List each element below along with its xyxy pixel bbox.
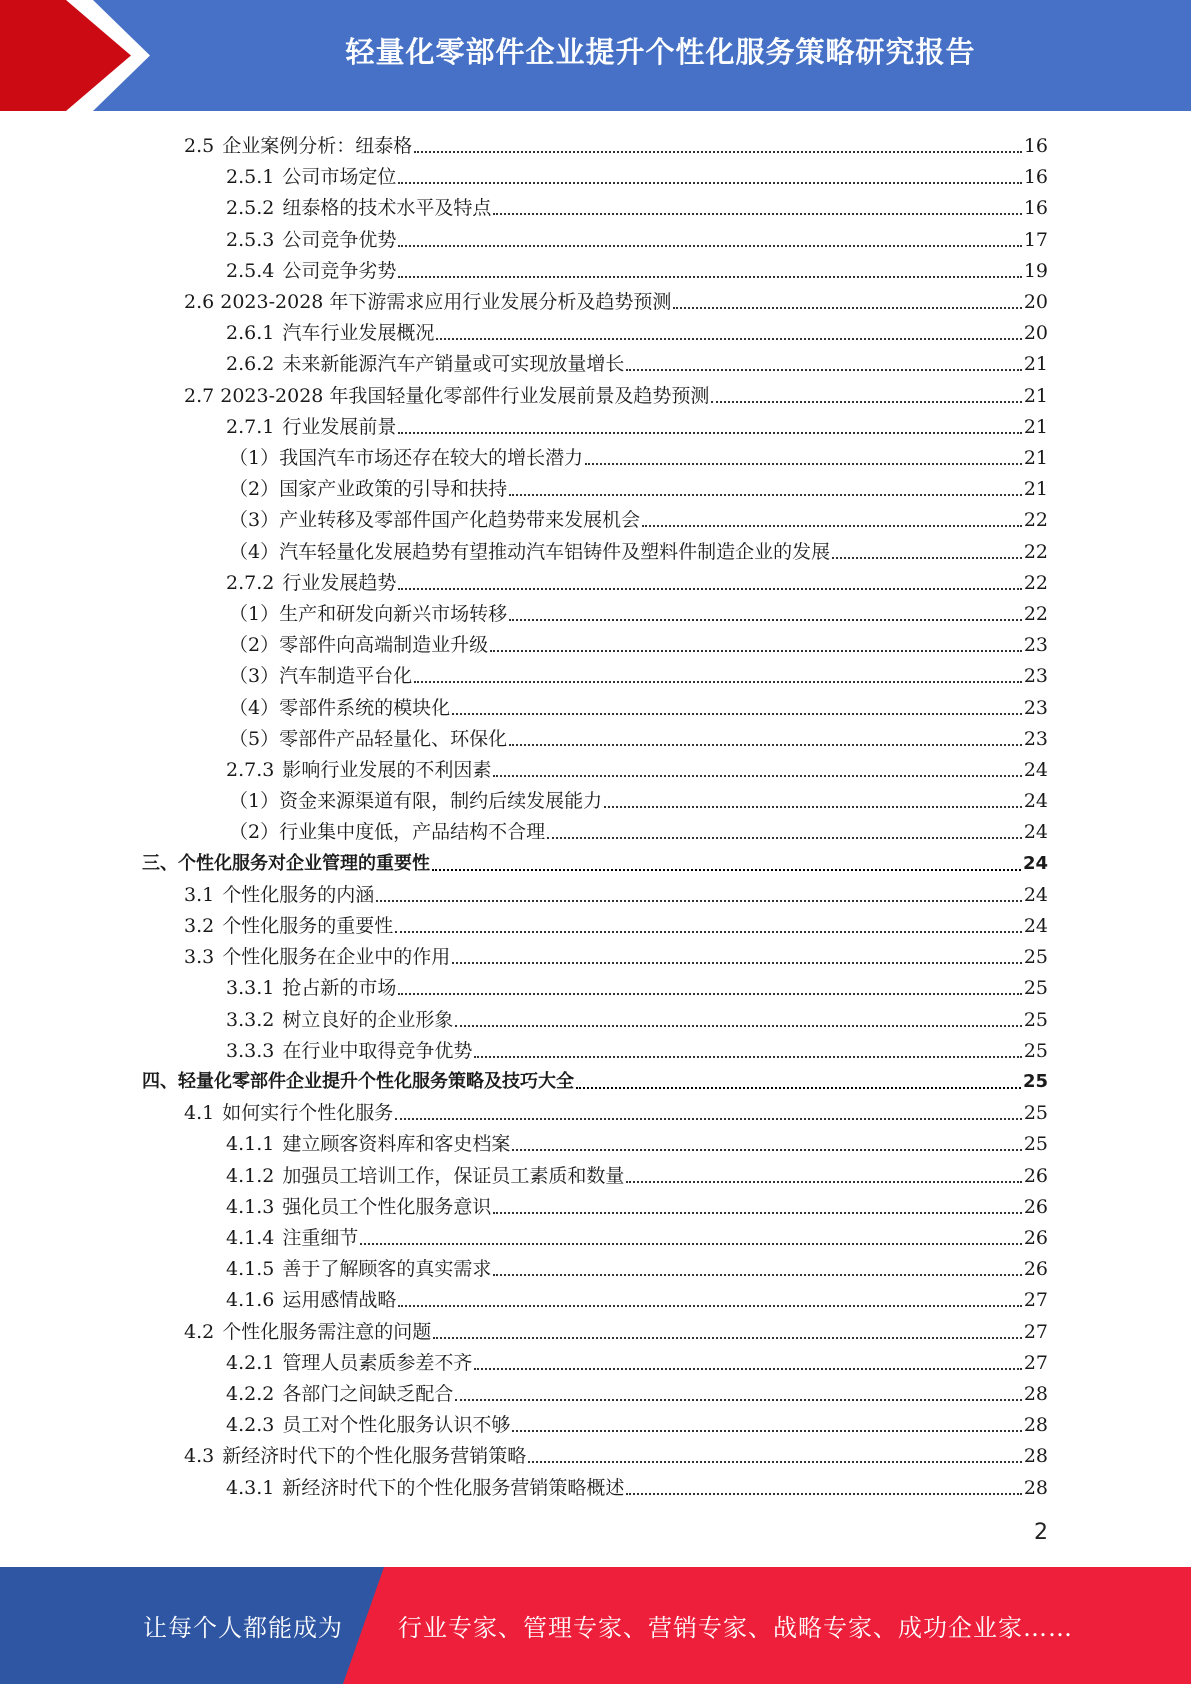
- toc-entry[interactable]: [229, 533, 1048, 564]
- toc-entry-page: 22: [1023, 571, 1048, 594]
- toc-entry-number: 2.6.1: [226, 322, 275, 345]
- toc-entry[interactable]: [226, 345, 1048, 376]
- toc-entry-title: 加强员工培训工作，保证员工素质和数量: [282, 1164, 625, 1187]
- toc-entry[interactable]: [226, 1344, 1048, 1375]
- toc-dot-leader: [414, 681, 1022, 683]
- toc-entry[interactable]: [142, 845, 1048, 876]
- toc-entry[interactable]: [226, 1250, 1048, 1281]
- toc-entry-title: 汽车行业发展概况: [282, 322, 435, 345]
- toc-entry-title: 在行业中取得竞争优势: [282, 1039, 473, 1062]
- toc-entry-title: （4）零部件系统的模块化: [229, 696, 451, 719]
- toc-entry-page: 17: [1023, 228, 1048, 251]
- toc-entry[interactable]: [226, 1469, 1048, 1500]
- toc-entry-number: 4.2: [184, 1320, 215, 1343]
- toc-entry[interactable]: [226, 1281, 1048, 1312]
- toc-entry[interactable]: [226, 314, 1048, 345]
- toc-dot-leader: [493, 775, 1021, 777]
- toc-dot-leader: [626, 369, 1021, 371]
- toc-dot-leader: [398, 993, 1021, 995]
- toc-entry[interactable]: [226, 1188, 1048, 1219]
- toc-dot-leader: [398, 276, 1021, 278]
- toc-entry[interactable]: [226, 221, 1048, 252]
- toc-entry[interactable]: [184, 876, 1048, 907]
- toc-dot-leader: [398, 182, 1021, 184]
- toc-entry-title: 各部门之间缺乏配合: [282, 1383, 454, 1405]
- toc-entry-number: 4.1.5: [226, 1258, 275, 1281]
- toc-entry-page: 24: [1023, 883, 1048, 906]
- toc-entry-page: 25: [1022, 1071, 1048, 1092]
- toc-entry[interactable]: [184, 1313, 1048, 1344]
- toc-entry-page: 27: [1023, 1351, 1048, 1374]
- toc-entry[interactable]: [184, 1437, 1048, 1468]
- toc-dot-leader: [493, 1274, 1021, 1276]
- toc-entry-number: 4.1.3: [226, 1195, 275, 1218]
- toc-entry-page: 21: [1023, 447, 1048, 469]
- toc-entry-page: 20: [1023, 291, 1048, 313]
- toc-dot-leader: [474, 1056, 1021, 1058]
- toc-entry-page: 22: [1023, 509, 1048, 532]
- toc-entry-number: 4.1: [184, 1102, 215, 1125]
- toc-entry-page: 26: [1023, 1164, 1048, 1187]
- toc-dot-leader: [398, 245, 1021, 247]
- toc-entry-title: 新经济时代下的个性化服务营销策略概述: [282, 1476, 625, 1499]
- toc-dot-leader: [585, 463, 1022, 465]
- toc-dot-leader: [452, 713, 1022, 715]
- toc-entry[interactable]: [226, 751, 1048, 782]
- toc-entry[interactable]: [229, 470, 1048, 501]
- toc-dot-leader: [360, 1243, 1021, 1245]
- toc-entry[interactable]: [184, 938, 1048, 969]
- toc-entry[interactable]: [229, 720, 1048, 751]
- toc-entry-title: 个性化服务在企业中的作用: [222, 946, 451, 969]
- toc-entry-title: （2）国家产业政策的引导和扶持: [229, 478, 508, 501]
- header-banner: [0, 0, 1191, 111]
- toc-dot-leader: [509, 744, 1022, 746]
- toc-entry-number: 4.1.2: [226, 1164, 275, 1187]
- toc-entry-title: 新经济时代下的个性化服务营销策略: [222, 1445, 527, 1468]
- toc-dot-leader: [376, 900, 1022, 902]
- toc-entry-number: 2.5.1: [226, 166, 275, 189]
- toc-dot-leader: [398, 1305, 1021, 1307]
- toc-entry[interactable]: [229, 657, 1048, 688]
- toc-entry[interactable]: [226, 189, 1048, 220]
- toc-dot-leader: [576, 1087, 1021, 1089]
- toc-dot-leader: [455, 1399, 1021, 1401]
- toc-entry-page: 25: [1023, 1039, 1048, 1062]
- footer-banner: [0, 1567, 1191, 1684]
- toc-dot-leader: [433, 1337, 1022, 1339]
- toc-entry-title: （2）行业集中度低，产品结构不合理: [229, 821, 546, 844]
- toc-entry-number: 2.5.2: [226, 197, 275, 220]
- toc-dot-leader: [626, 1181, 1021, 1183]
- toc-entry-number: 4.3: [184, 1445, 215, 1468]
- toc-entry-title: （1）我国汽车市场还存在较大的增长潜力: [229, 447, 584, 469]
- toc-entry-title: 管理人员素质参差不齐: [282, 1351, 473, 1374]
- toc-entry[interactable]: [184, 1094, 1048, 1125]
- toc-entry-page: 26: [1023, 1258, 1048, 1281]
- toc-entry-number: 2.5.3: [226, 228, 275, 251]
- toc-entry-page: 20: [1023, 322, 1048, 345]
- toc-entry[interactable]: [184, 127, 1048, 158]
- toc-entry-page: 26: [1023, 1227, 1048, 1249]
- toc-entry-number: 4.2.3: [226, 1414, 275, 1437]
- toc-dot-leader: [604, 806, 1022, 808]
- toc-entry-page: 16: [1023, 135, 1048, 157]
- toc-entry-page: 21: [1023, 415, 1048, 438]
- toc-entry-page: 28: [1023, 1414, 1048, 1437]
- toc-entry-title: 树立良好的企业形象: [282, 1008, 454, 1031]
- toc-entry[interactable]: [229, 689, 1048, 720]
- toc-entry-number: 4.1.1: [226, 1133, 275, 1156]
- toc-dot-leader: [512, 1430, 1021, 1432]
- toc-entry-title: （1）资金来源渠道有限，制约后续发展能力: [229, 790, 603, 813]
- toc-entry[interactable]: [184, 283, 1048, 314]
- toc-entry-title: 行业发展前景: [282, 415, 397, 438]
- toc-entry[interactable]: [226, 1032, 1048, 1063]
- toc-entry-number: 4.2.2: [226, 1383, 275, 1405]
- toc-entry-title: 纽泰格的技术水平及特点: [282, 197, 492, 220]
- toc-entry-title: 员工对个性化服务认识不够: [282, 1414, 511, 1437]
- toc-entry[interactable]: [229, 782, 1048, 813]
- toc-entry-title: 善于了解顾客的真实需求: [282, 1258, 492, 1281]
- toc-entry-page: 23: [1023, 665, 1048, 688]
- toc-entry[interactable]: [226, 252, 1048, 283]
- toc-entry-title: （1）生产和研发向新兴市场转移: [229, 603, 508, 625]
- page-number: 2: [1034, 1520, 1048, 1545]
- toc-entry-number: 2.5: [184, 135, 215, 157]
- toc-entry-page: 21: [1023, 353, 1048, 376]
- toc-entry-title: 四、轻量化零部件企业提升个性化服务策略及技巧大全: [142, 1071, 574, 1092]
- toc-entry-title: 公司竞争优势: [282, 228, 397, 251]
- toc-entry-title: 强化员工个性化服务意识: [282, 1195, 492, 1218]
- toc-entry-number: 4.1.4: [226, 1227, 275, 1249]
- toc-entry-number: 3.3: [184, 946, 215, 969]
- toc-entry-page: 22: [1023, 603, 1048, 625]
- toc-entry[interactable]: [226, 969, 1048, 1000]
- toc-entry-title: 如何实行个性化服务: [222, 1102, 394, 1125]
- toc-entry-page: 23: [1023, 727, 1048, 750]
- toc-entry-title: （5）零部件产品轻量化、环保化: [229, 727, 508, 750]
- toc-dot-leader: [528, 1461, 1022, 1463]
- toc-entry-title: （3）汽车制造平台化: [229, 665, 413, 688]
- toc-entry-number: 2.7.2: [226, 571, 275, 594]
- toc-entry[interactable]: [226, 564, 1048, 595]
- toc-dot-leader: [673, 307, 1021, 309]
- toc-entry-number: 4.2.1: [226, 1351, 275, 1374]
- toc-dot-leader: [493, 1212, 1021, 1214]
- toc-entry-title: 2.7 2023-2028 年我国轻量化零部件行业发展前景及趋势预测: [184, 384, 710, 407]
- toc-entry[interactable]: [229, 439, 1048, 470]
- toc-entry-page: 21: [1023, 478, 1048, 501]
- toc-entry[interactable]: [226, 1406, 1048, 1437]
- toc-entry-title: 个性化服务的重要性: [222, 915, 394, 937]
- toc-entry-number: 4.1.6: [226, 1289, 275, 1312]
- toc-entry[interactable]: [142, 1063, 1048, 1094]
- toc-entry-page: 22: [1023, 540, 1048, 563]
- toc-entry-title: 建立顾客资料库和客史档案: [282, 1133, 511, 1156]
- toc-entry-number: 2.6.2: [226, 353, 275, 376]
- toc-dot-leader: [832, 557, 1022, 559]
- toc-entry-title: 2.6 2023-2028 年下游需求应用行业发展分析及趋势预测: [184, 291, 672, 313]
- toc-entry-number: 3.3.2: [226, 1008, 275, 1031]
- toc-entry-page: 25: [1023, 946, 1048, 969]
- toc-entry-page: 23: [1023, 634, 1048, 657]
- toc-entry-title: 抢占新的市场: [282, 977, 397, 1000]
- toc-dot-leader: [436, 338, 1021, 340]
- toc-entry[interactable]: [226, 1157, 1048, 1188]
- toc-entry[interactable]: [226, 1375, 1048, 1406]
- toc-entry-number: 2.5.4: [226, 259, 275, 282]
- toc-entry-page: 28: [1023, 1383, 1048, 1405]
- toc-dot-leader: [490, 650, 1022, 652]
- toc-dot-leader: [395, 1118, 1022, 1120]
- toc-dot-leader: [432, 869, 1021, 871]
- toc-entry-number: 2.7.3: [226, 759, 275, 781]
- toc-entry-page: 16: [1023, 197, 1048, 220]
- toc-entry[interactable]: [229, 813, 1048, 844]
- toc-entry-page: 19: [1023, 259, 1048, 282]
- toc-entry-title: （4）汽车轻量化发展趋势有望推动汽车铝铸件及塑料件制造企业的发展: [229, 540, 831, 563]
- toc-entry-page: 21: [1023, 384, 1048, 407]
- toc-entry-title: （2）零部件向高端制造业升级: [229, 634, 489, 657]
- footer-slogan-left: 让每个人都能成为: [143, 1614, 343, 1642]
- toc-dot-leader: [414, 151, 1022, 153]
- toc-entry-page: 25: [1023, 1102, 1048, 1125]
- toc-entry[interactable]: [229, 595, 1048, 626]
- toc-entry-title: 注重细节: [282, 1227, 359, 1249]
- toc-dot-leader: [395, 931, 1022, 933]
- toc-entry-number: 3.2: [184, 915, 215, 937]
- toc-entry-number: 4.3.1: [226, 1476, 275, 1499]
- toc-entry-title: 个性化服务的内涵: [222, 883, 375, 906]
- toc-dot-leader: [455, 1025, 1021, 1027]
- toc-dot-leader: [509, 619, 1022, 621]
- toc-entry-page: 24: [1023, 790, 1048, 813]
- toc-dot-leader: [398, 588, 1021, 590]
- toc-dot-leader: [493, 213, 1021, 215]
- toc-entry-page: 25: [1023, 977, 1048, 1000]
- toc-dot-leader: [509, 494, 1022, 496]
- toc-dot-leader: [452, 962, 1022, 964]
- toc-entry[interactable]: [229, 501, 1048, 532]
- toc-entry-title: 个性化服务需注意的问题: [222, 1320, 432, 1343]
- toc-entry-number: 3.3.1: [226, 977, 275, 1000]
- toc-entry-page: 27: [1023, 1289, 1048, 1312]
- header-red-arrow-decoration: [0, 0, 150, 111]
- toc-dot-leader: [626, 1493, 1021, 1495]
- toc-dot-leader: [642, 525, 1022, 527]
- toc-entry[interactable]: [226, 408, 1048, 439]
- toc-entry-title: 行业发展趋势: [282, 571, 397, 594]
- toc-dot-leader: [711, 401, 1021, 403]
- toc-entry-page: 28: [1023, 1445, 1048, 1468]
- toc-entry-number: 2.7.1: [226, 415, 275, 438]
- toc-entry-page: 24: [1022, 852, 1048, 874]
- toc-entry-number: 3.1: [184, 883, 215, 906]
- toc-entry[interactable]: [226, 1001, 1048, 1032]
- toc-entry-page: 25: [1023, 1008, 1048, 1031]
- toc-entry[interactable]: [184, 377, 1048, 408]
- toc-dot-leader: [512, 1149, 1021, 1151]
- toc-entry-number: 3.3.3: [226, 1039, 275, 1062]
- toc-entry-title: 企业案例分析：纽泰格: [222, 135, 413, 157]
- report-title: 轻量化零部件企业提升个性化服务策略研究报告: [345, 34, 976, 69]
- toc-entry-title: 影响行业发展的不利因素: [282, 759, 492, 781]
- toc-entry-title: 公司竞争劣势: [282, 259, 397, 282]
- toc-entry[interactable]: [226, 1219, 1048, 1250]
- toc-entry-page: 16: [1023, 166, 1048, 189]
- toc-entry-title: 三、个性化服务对企业管理的重要性: [142, 852, 430, 874]
- toc-entry-title: 运用感情战略: [282, 1289, 397, 1312]
- toc-entry-title: （3）产业转移及零部件国产化趋势带来发展机会: [229, 509, 641, 532]
- toc-dot-leader: [398, 432, 1021, 434]
- toc-entry-page: 27: [1023, 1320, 1048, 1343]
- toc-entry[interactable]: [184, 907, 1048, 938]
- toc-entry-page: 26: [1023, 1195, 1048, 1218]
- toc-entry-page: 28: [1023, 1476, 1048, 1499]
- toc-entry-title: 公司市场定位: [282, 166, 397, 189]
- toc-entry[interactable]: [226, 1125, 1048, 1156]
- toc-entry-page: 23: [1023, 696, 1048, 719]
- toc-entry-title: 未来新能源汽车产销量或可实现放量增长: [282, 353, 625, 376]
- toc-entry-page: 24: [1023, 915, 1048, 937]
- toc-entry-page: 25: [1023, 1133, 1048, 1156]
- toc-entry[interactable]: [226, 158, 1048, 189]
- toc-entry-page: 24: [1023, 821, 1048, 844]
- toc-entry[interactable]: [229, 626, 1048, 657]
- toc-dot-leader: [547, 837, 1022, 839]
- toc-entry-page: 24: [1023, 759, 1048, 781]
- toc-dot-leader: [474, 1368, 1021, 1370]
- footer-slogan-right: 行业专家、管理专家、营销专家、战略专家、成功企业家……: [398, 1614, 1073, 1642]
